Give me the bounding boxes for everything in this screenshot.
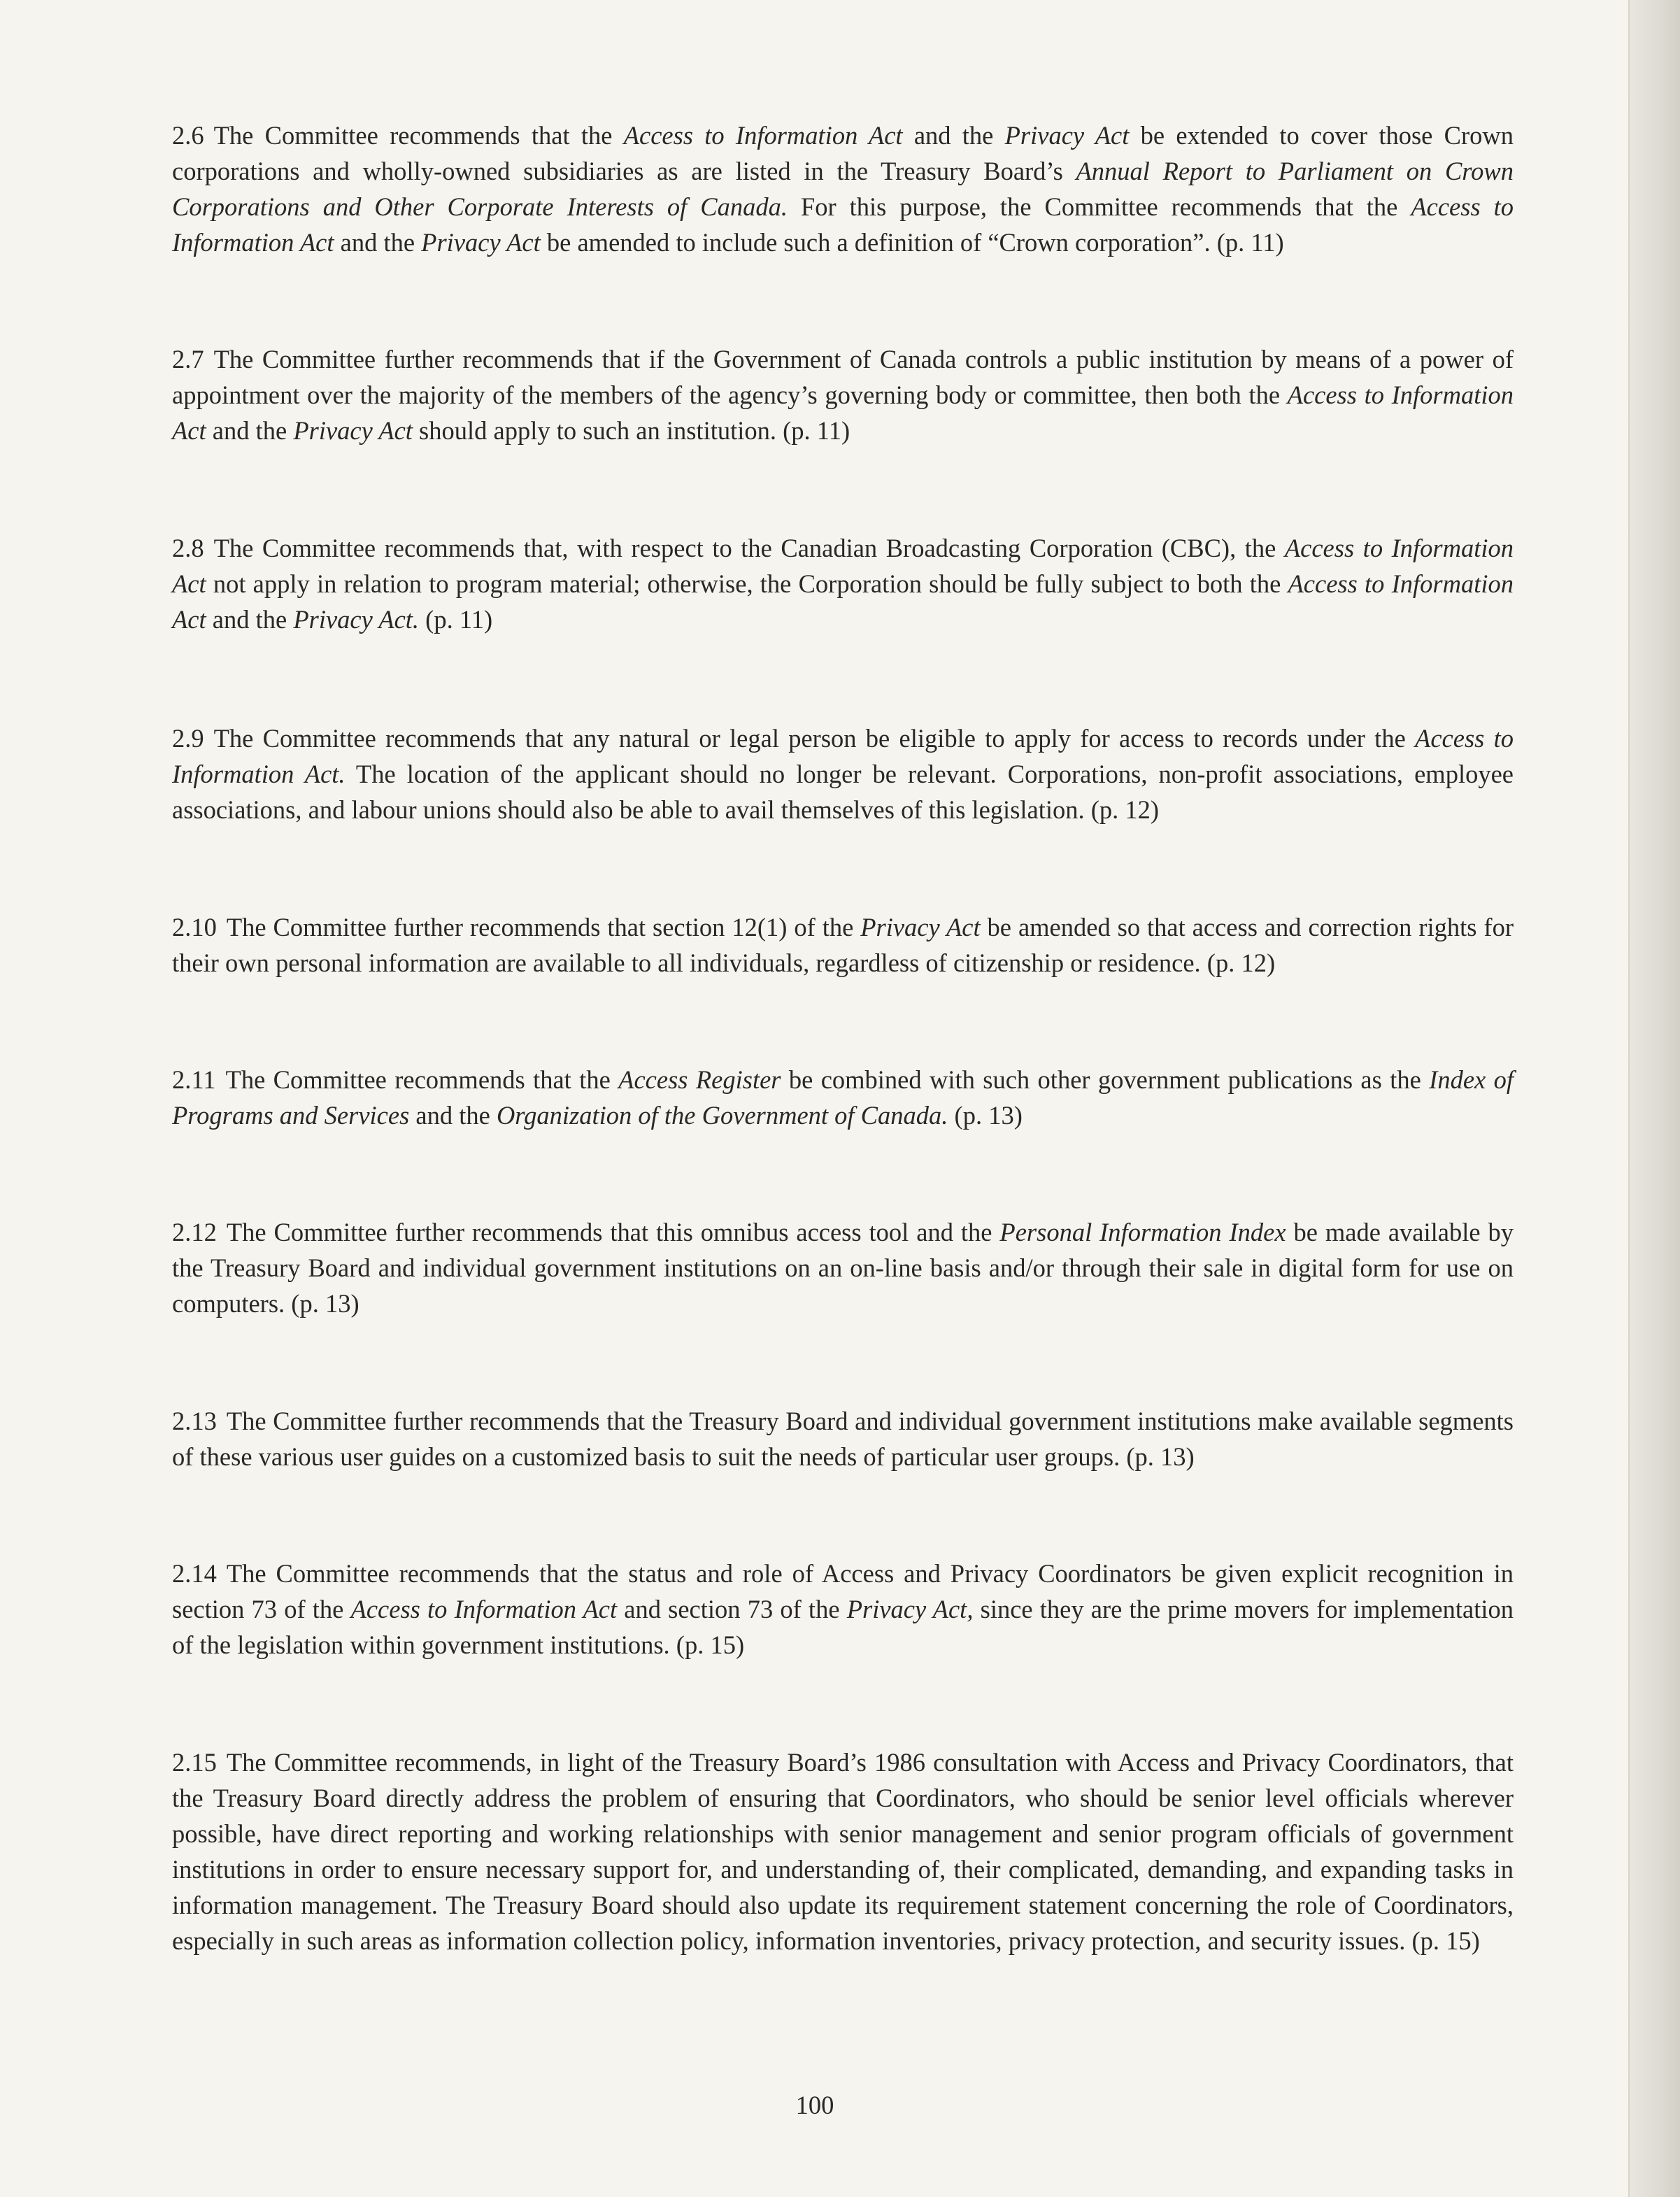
page-number: 100 (795, 2091, 834, 2119)
paragraph-number: 2.8 (172, 534, 204, 562)
recommendation-2-7: 2.7 The Committee further recommends that if the Government of Canada controls a public institution by means of a power of appointment over the majority of the members of the agency’s governing body or committee, then both the Access to Information Act and the Privacy Act should apply to such an institution. (p. 11) (172, 345, 1514, 445)
recommendation-2-9: 2.9 The Committee recommends that any natural or legal person be eligible to apply for access to records under the Access to Information Act. The location of the applicant should no longer be relevant. Corporations, non-profit associations, employee associations, and labour unions should also be able to avail themselves of this legislation. (p. 12) (172, 724, 1514, 824)
paragraph-number: 2.12 (172, 1218, 217, 1246)
recommendation-2-10: 2.10 The Committee further recommends that section 12(1) of the Privacy Act be amended so that access and correction rights for their own personal information are available to all individuals, regardless of citizenship or residence. (p. 12) (172, 913, 1514, 977)
paragraph-number: 2.14 (172, 1559, 217, 1588)
recommendation-2-12: 2.12 The Committee further recommends that this omnibus access tool and the Personal Information Index be made available by the Treasury Board and individual government institutions on an on-line basis and/or through their sale in digital form for use on computers. (p. 13) (172, 1218, 1514, 1318)
page-edge (1628, 0, 1680, 2197)
paragraph-number: 2.6 (172, 121, 204, 150)
paragraph-number: 2.13 (172, 1407, 217, 1435)
recommendation-2-6: 2.6 The Committee recommends that the Access to Information Act and the Privacy Act be extended to cover those Crown corporations and wholly-owned subsidiaries as are listed in the Treasury Board’s Annual Report to Parliament on Crown Corporations and Other Corporate Interests of Canada. For this purpose, the Committee recommends that the Access to Information Act and the Privacy Act be amended to include such a definition of “Crown corporation”. (p. 11) (172, 121, 1514, 257)
recommendation-2-11: 2.11 The Committee recommends that the Access Register be combined with such other government publications as the Index of Programs and Services and the Organization of the Government of Canada. (p. 13) (172, 1065, 1514, 1130)
paragraph-number: 2.10 (172, 913, 217, 941)
recommendation-2-15: 2.15 The Committee recommends, in light of the Treasury Board’s 1986 consultation with Access and Privacy Coordinators, that the Treasury Board directly address the problem of ensuring that Coordinators, who should be senior level officials wherever possible, have direct reporting and working relationships with senior management and senior program officials of government institutions in order to ensure necessary support for, and understanding of, their complicated, demanding, and expanding tasks in information management. The Treasury Board should also update its requirement statement concerning the role of Coordinators, especially in such areas as information collection policy, information inventories, privacy protection, and security issues. (p. 15) (172, 1748, 1514, 1955)
recommendation-2-14: 2.14 The Committee recommends that the status and role of Access and Privacy Coordinators be given explicit recognition in section 73 of the Access to Information Act and section 73 of the Privacy Act, since they are the prime movers for implementation of the legislation within government institutions. (p. 15) (172, 1559, 1514, 1659)
paragraph-number: 2.15 (172, 1748, 217, 1777)
paragraph-number: 2.9 (172, 724, 204, 753)
paragraph-number: 2.11 (172, 1065, 216, 1094)
recommendation-2-8: 2.8 The Committee recommends that, with respect to the Canadian Broadcasting Corporation (CBC), the Access to Information Act not apply in relation to program material; otherwise, the Corporation should be fully subject to both the Access to Information Act and the Privacy Act. (p. 11) (172, 534, 1514, 634)
recommendation-2-13: 2.13 The Committee further recommends that the Treasury Board and individual government institutions make available segments of these various user guides on a customized basis to suit the needs of particular user groups. (p. 13) (172, 1407, 1514, 1471)
paragraph-number: 2.7 (172, 345, 204, 374)
